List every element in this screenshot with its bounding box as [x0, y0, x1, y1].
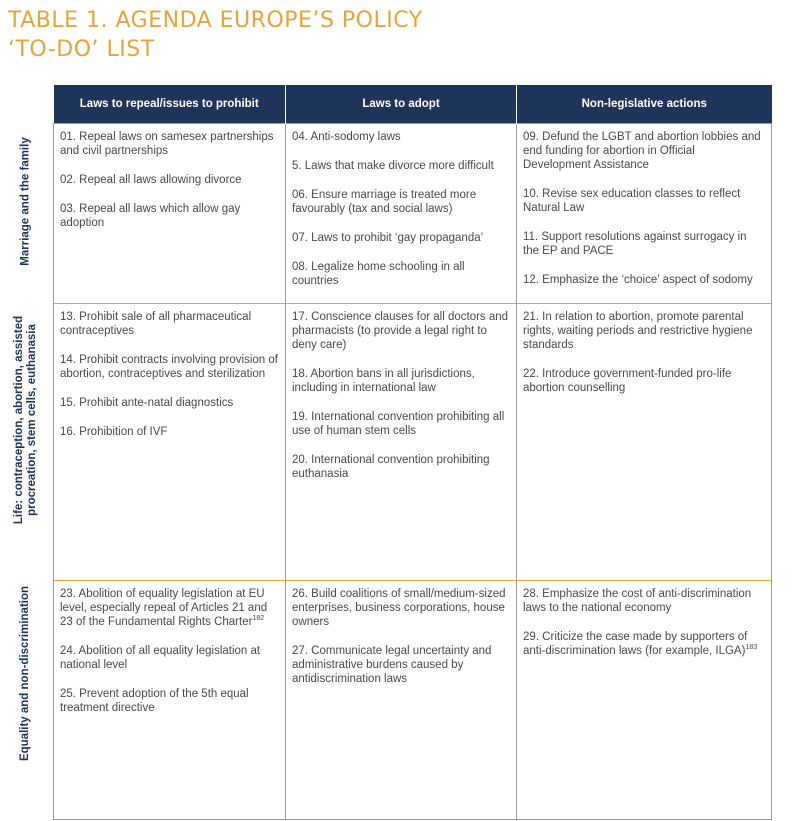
column-header-non-legislative: Non-legislative actions: [517, 85, 772, 124]
table-cell: [286, 124, 517, 304]
table-cell: [54, 304, 286, 581]
table-cell: [517, 581, 772, 820]
list-item: 09. Defund the LGBT and abortion lobbies and end funding for abortion in Official Development Assistance: [523, 131, 761, 171]
table-cell: [517, 124, 772, 304]
list-item: 12. Emphasize the ‘choice’ aspect of sodomy: [523, 274, 753, 286]
list-item: 25. Prevent adoption of the 5th equal treatment directive: [60, 688, 249, 714]
header-row: [54, 85, 772, 124]
row-label-life-line-2: procreation, stem cells, euthanasia: [26, 324, 38, 516]
list-item: 20. International convention prohibiting euthanasia: [292, 454, 490, 480]
row-label-equality-text: Equality and non-discrimination: [19, 585, 32, 761]
list-item: 19. International convention prohibiting all use of human stem cells: [292, 411, 505, 437]
list-item: 08. Legalize home schooling in all countries: [292, 261, 465, 287]
column-header-adopt: Laws to adopt: [286, 85, 517, 124]
table-row-equality: [54, 581, 772, 820]
list-item: [523, 630, 765, 658]
list-item: 5. Laws that make divorce more difficult: [292, 160, 494, 172]
list-item: 15. Prohibit ante-natal diagnostics: [60, 397, 234, 409]
table-cell: [517, 304, 772, 581]
list-item-text: 29. Criticize the case made by supporters of anti-discrimination laws (for example, ILGA): [523, 631, 748, 657]
table-cell: [286, 304, 517, 581]
table-cell: [286, 581, 517, 820]
table-title: [8, 6, 608, 64]
list-item: 04. Anti-sodomy laws: [292, 131, 401, 143]
list-item: [60, 587, 279, 629]
table-cell: [54, 124, 286, 304]
list-item: 13. Prohibit sale of all pharmaceutical contraceptives: [60, 311, 252, 337]
list-item: 17. Conscience clauses for all doctors and pharmacists (to provide a legal right to deny care): [292, 311, 509, 351]
column-header-repeal: Laws to repeal/issues to prohibit: [54, 85, 286, 124]
list-item: 07. Laws to prohibit ‘gay propaganda’: [292, 232, 484, 244]
list-item: 22. Introduce government-funded pro-life abortion counselling: [523, 368, 732, 394]
row-label-life-line-1: Life: contraception, abortion, assisted: [13, 315, 25, 525]
table-cell: [54, 581, 286, 820]
row-label-equality: [6, 556, 46, 790]
list-item: 03. Repeal all laws which allow gay adoption: [60, 203, 241, 229]
table-row-marriage: [54, 124, 772, 304]
list-item: 28. Emphasize the cost of anti-discrimination laws to the national economy: [523, 588, 752, 614]
list-item: 02. Repeal all laws allowing divorce: [60, 174, 242, 186]
list-item: 27. Communicate legal uncertainty and administrative burdens caused by antidiscrimination laws: [292, 645, 492, 685]
table-row-life: [54, 304, 772, 581]
list-item: 01. Repeal laws on samesex partnerships and civil partnerships: [60, 131, 274, 157]
list-item: 18. Abortion bans in all jurisdictions, including in international law: [292, 368, 475, 394]
row-label-marriage: [6, 119, 46, 284]
table-title-line-2: ‘TO-DO’ LIST: [8, 37, 155, 62]
list-item-text: 23. Abolition of equality legislation at EU level, especially repeal of Articles 21 and 23 of the Fundamental Rights Charter: [60, 588, 268, 628]
row-label-life-text: [13, 316, 39, 524]
list-item: 26. Build coalitions of small/medium-sized enterprises, business corporations, house owners: [292, 588, 506, 628]
list-item: 14. Prohibit contracts involving provision of abortion, contraceptives and sterilization: [60, 354, 278, 380]
row-label-life: [6, 284, 46, 556]
list-item: 11. Support resolutions against surrogacy in the EP and PACE: [523, 231, 747, 257]
footnote-ref: 183: [745, 644, 758, 652]
list-item: 16. Prohibition of IVF: [60, 426, 168, 438]
list-item: 24. Abolition of all equality legislation at national level: [60, 645, 261, 671]
table-title-line-1: TABLE 1. AGENDA EUROPE’S POLICY: [8, 8, 423, 33]
list-item: 10. Revise sex education classes to reflect Natural Law: [523, 188, 741, 214]
list-item: 06. Ensure marriage is treated more favourably (tax and social laws): [292, 189, 477, 215]
row-label-marriage-text: Marriage and the family: [19, 137, 32, 266]
policy-table: [53, 85, 772, 820]
list-item: 21. In relation to abortion, promote parental rights, waiting periods and restrictive hygiene standards: [523, 311, 753, 351]
footnote-ref: 182: [252, 615, 265, 623]
